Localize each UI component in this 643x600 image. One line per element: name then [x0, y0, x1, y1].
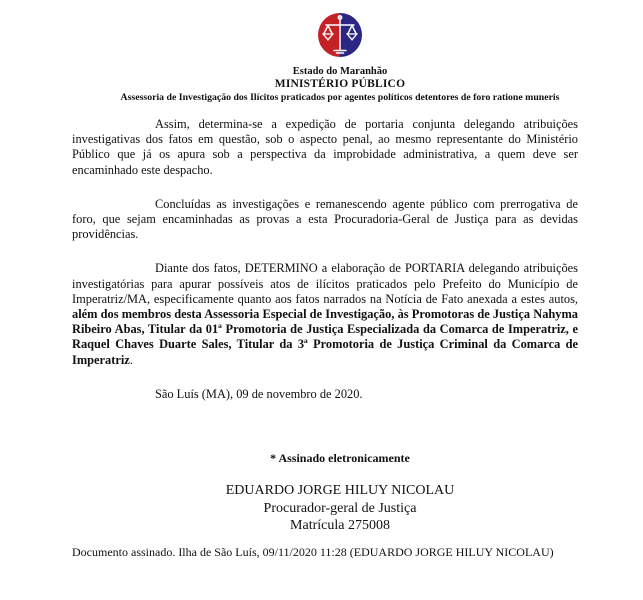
signer-title: Procurador-geral de Justiça	[263, 500, 417, 516]
paragraph-determino	[72, 261, 578, 367]
letterhead	[72, 0, 608, 104]
paragraph-assim: Assim, determina-se a expedição de portaria conjunta delegando atribuições investigativas dos fatos em questão, sob o aspecto penal, ao mesmo representante do Ministério Público que já os apura sob a perspectiva da improbidade administrativa, a quem deve ser encaminhado este despacho.	[72, 117, 578, 177]
document-body	[72, 117, 578, 402]
paragraph-determino-regular: Diante dos fatos, DETERMINO a elaboração de PORTARIA delegando atribuições investigatórias para apurar possíveis atos de ilícitos praticados pelo Prefeito do Município de Imperatriz/MA, especificamente quanto aos fatos narrados na Notícia de Fato anexada a estes autos,	[72, 261, 578, 306]
department-name: Assessoria de Investigação dos Ilícitos praticados por agentes políticos detentores de foro ratione muneris	[120, 92, 560, 103]
place-date-line: São Luís (MA), 09 de novembro de 2020.	[155, 386, 363, 401]
paragraph-concluidas: Concluídas as investigações e remanescendo agente público com prerrogativa de foro, que sejam encaminhadas as provas a esta Procuradoria-Geral de Justiça para as devidas providências.	[72, 196, 578, 242]
signature-block	[72, 451, 608, 535]
state-name: Estado do Maranhão	[292, 66, 388, 77]
paragraph-determino-bold: além dos membros desta Assessoria Especial de Investigação, às Promotoras de Justiça Nahyma Ribeiro Abas, Titular da 01ª Promotoria de Justiça Especializada da Comarca de Imperatriz, e Raquel Chaves Duarte Sales, Titular da 3ª Promotoria de Justiça Criminal da Comarca de Imperatriz	[72, 307, 578, 367]
institution-name: MINISTÉRIO PÚBLICO	[274, 78, 406, 90]
electronic-signature-note: * Assinado eletronicamente	[270, 451, 410, 466]
signer-registration: Matrícula 275008	[290, 518, 390, 534]
signature-stamp-line: Documento assinado. Ilha de São Luís, 09/11/2020 11:28 (EDUARDO JORGE HILUY NICOLAU)	[72, 544, 554, 559]
paragraph-determino-period: .	[129, 352, 133, 367]
signer-name: EDUARDO JORGE HILUY NICOLAU	[225, 483, 455, 499]
scales-of-justice-icon	[317, 12, 363, 58]
